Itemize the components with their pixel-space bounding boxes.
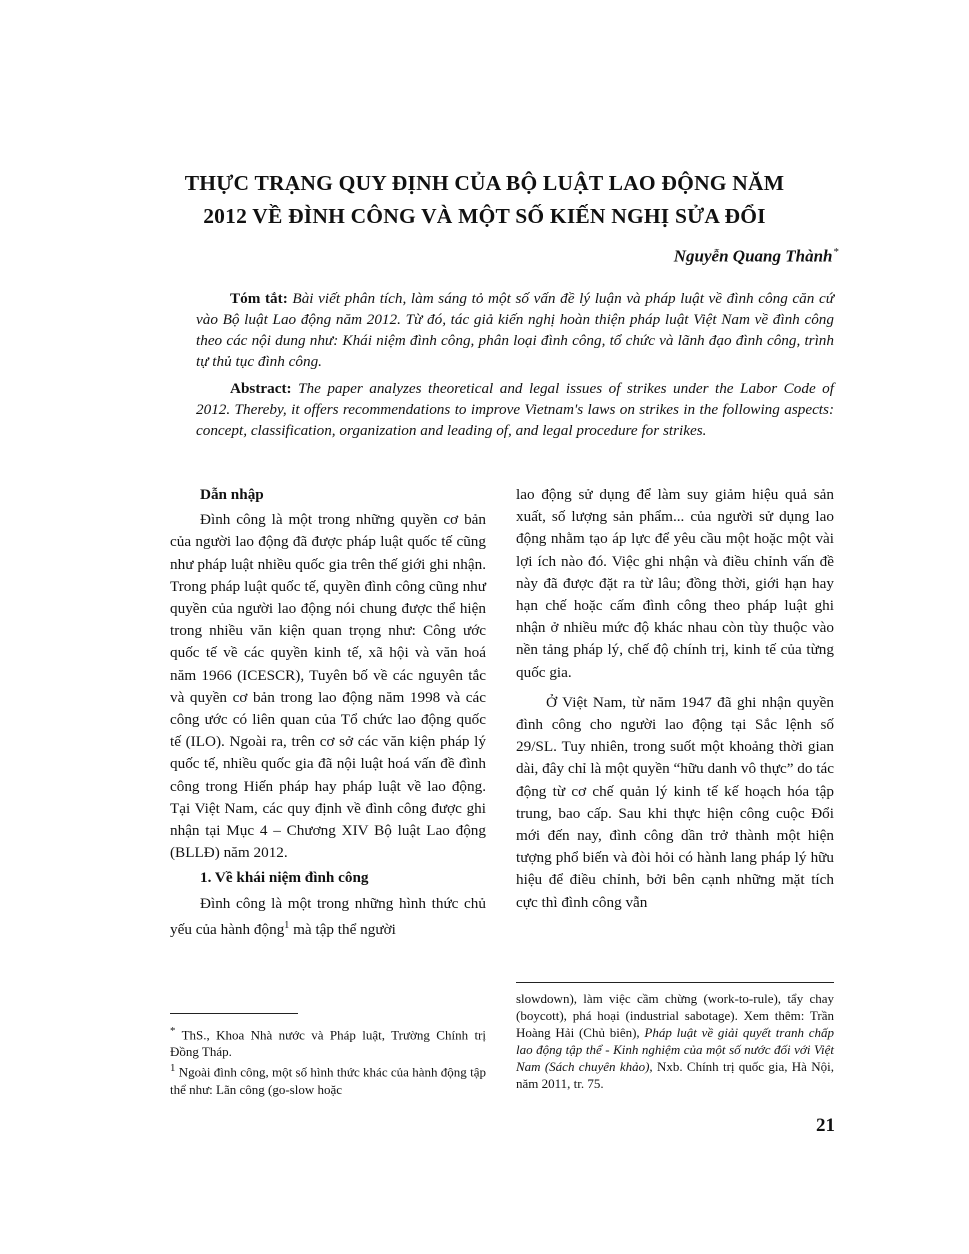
- footnotes-left: [170, 1023, 486, 1098]
- abstract-vi-text: Bài viết phân tích, làm sáng tỏ một số vấn đề lý luận và pháp luật về đình công căn cứ vào Bộ luật Lao động năm 2012. Từ đó, tác giả kiến nghị hoàn thiện pháp luật Việt Nam về đình công theo các nội dung như: Khái niệm đình công, phân loại đình công, tổ chức và lãnh đạo đình công, trình tự thủ tục đình công.: [196, 290, 834, 370]
- footnote-1-text: Ngoài đình công, một số hình thức khác của hành động tập thể như: Lãn công (go-slow hoặc: [170, 1064, 486, 1097]
- footnote-1-cont-a: slowdown), làm việc cầm chừng (work-to-rule), tẩy chay (boycott), phá hoại (industrial sabotage). Xem thêm: Trần Hoàng Hải (Chủ biên),: [516, 991, 834, 1040]
- footnote-ref-1: 1: [284, 919, 290, 931]
- title-line-1: THỰC TRẠNG QUY ĐỊNH CỦA BỘ LUẬT LAO ĐỘNG NĂM: [184, 171, 785, 195]
- abstract-vi-label: Tóm tắt:: [230, 290, 288, 307]
- footnote-star-mark: *: [170, 1025, 176, 1037]
- abstract-en-label: Abstract:: [230, 380, 292, 397]
- author-byline: [674, 246, 839, 267]
- abstract-english: [196, 378, 834, 441]
- footnote-1-mark: 1: [170, 1062, 176, 1075]
- footnote-separator-right: [516, 982, 834, 983]
- footnote-separator-left: [170, 1013, 298, 1014]
- right-column: [516, 484, 834, 914]
- concept-paragraph: [170, 893, 486, 941]
- footnotes-right: [516, 990, 834, 1092]
- footnote-1: [170, 1060, 486, 1097]
- continued-paragraph: lao động sử dụng để làm suy giảm hiệu quả sản xuất, số lượng sản phẩm... của người sử dụng lao động nhằm tạo áp lực để yêu cầu một hoặc một vài lợi ích nào đó. Việc ghi nhận và điều chỉnh vấn đề này đã được đặt ra từ lâu; đồng thời, giới hạn hay hạn chế hoặc cấm đình công theo pháp luật ghi nhận ở nhiều mức độ khác nhau còn tùy thuộc vào nền tảng pháp lý, chế độ chính trị, kinh tế của từng quốc gia.: [516, 486, 834, 681]
- footnote-1-cont-b: Nxb. Chính trị quốc gia, Hà Nội, năm 2011, tr. 75.: [516, 1059, 834, 1091]
- concept-text-start: Đình công là một trong những hình thức chủ yếu của hành động: [170, 894, 486, 938]
- abstract-vietnamese: [196, 288, 834, 372]
- footnote-author: [170, 1023, 486, 1060]
- left-column: [170, 484, 486, 941]
- footnote-1-continued: [516, 990, 834, 1092]
- footnote-star-text: ThS., Khoa Nhà nước và Pháp luật, Trường Chính trị Đồng Tháp.: [170, 1027, 486, 1060]
- abstract-en-text: The paper analyzes theoretical and legal issues of strikes under the Labor Code of 2012. Thereby, it offers recommendations to improve Vietnam's laws on strikes in the following aspects: concept, classification, organization and leading of, and legal procedure for strikes.: [196, 380, 834, 439]
- concept-text-end: mà tập thể người: [289, 920, 396, 938]
- title-line-2: 2012 VỀ ĐÌNH CÔNG VÀ MỘT SỐ KIẾN NGHỊ SỬA ĐỔI: [203, 204, 766, 228]
- author-name: Nguyễn Quang Thành: [673, 246, 833, 266]
- vietnam-paragraph: Ở Việt Nam, từ năm 1947 đã ghi nhận quyền đình công cho người lao động tại Sắc lệnh số 29/SL. Tuy nhiên, trong suốt một khoảng thời gian dài, đây chỉ là một quyền “hữu danh vô thực” do tác động từ cơ chế quản lý kinh tế kế hoạch hóa tập trung, bao cấp. Sau khi thực hiện công cuộc Đổi mới đến nay, đình công dần trở thành một hiện tượng phổ biến và đòi hỏi có hành lang pháp lý hữu hiệu để điều chỉnh, bởi bên cạnh những mặt tích cực thì đình công vẫn: [516, 693, 834, 911]
- page-number: 21: [816, 1115, 835, 1136]
- footnote-1-book-title: Pháp luật về giải quyết tranh chấp lao động tập thể - Kinh nghiệm của một số nước đối với Việt Nam (Sách chuyên khảo),: [516, 1025, 834, 1074]
- author-footnote-mark: *: [833, 246, 839, 258]
- intro-paragraph: Đình công là một trong những quyền cơ bản của người lao động đã được pháp luật quốc tế cũng như pháp luật nhiều quốc gia trên thế giới ghi nhận. Trong pháp luật quốc tế, quyền đình công cũng như quyền của người lao động nói chung được thể hiện trong nhiều văn kiện quan trọng như: Công ước quốc tế về các quyền kinh tế, xã hội và văn hoá năm 1966 (ICESCR), Tuyên bố về các nguyên tắc và quyền cơ bản trong lao động năm 1998 và các công ước có liên quan của Tổ chức lao động quốc tế (ILO). Ngoài ra, trên cơ sở các văn kiện pháp lý quốc tế, nhiều quốc gia đã nội luật hoá vấn đề đình công trong Hiến pháp hay pháp luật về lao động. Tại Việt Nam, các quy định về đình công được ghi nhận tại Mục 4 – Chương XIV Bộ luật Lao động (BLLĐ) năm 2012.: [170, 511, 486, 862]
- article-title: [120, 167, 849, 233]
- section-heading-intro: Dẫn nhập: [200, 486, 264, 503]
- section-heading-1: 1. Về khái niệm đình công: [200, 869, 369, 887]
